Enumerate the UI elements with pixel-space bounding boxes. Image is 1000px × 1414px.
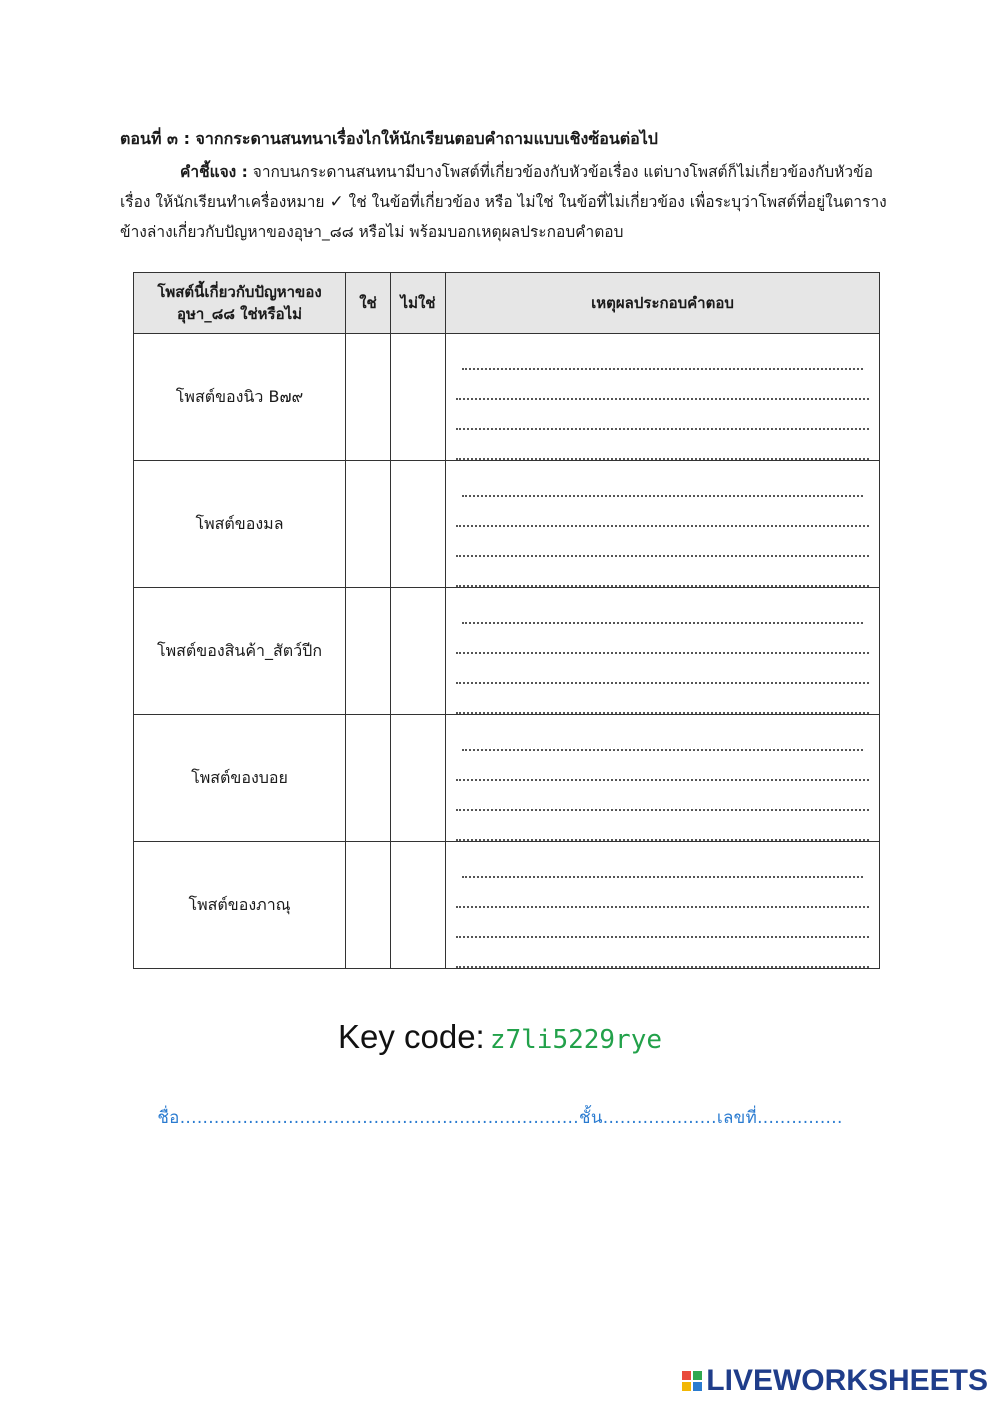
name-field[interactable]: ...................................................................... [179,1108,579,1128]
answer-line[interactable] [456,878,869,908]
header-post [134,273,346,334]
yes-checkbox-cell[interactable] [346,842,391,969]
reason-answer-cell[interactable] [446,461,880,588]
answer-line[interactable] [456,624,869,654]
answer-line[interactable] [462,340,863,370]
table-row [134,842,880,969]
logo-tiles-icon [682,1371,702,1391]
number-field[interactable]: ............... [757,1108,843,1128]
instruction-text-part1: จากบนกระดานสนทนามีบางโพสต์ที่เกี่ยวข้องกับหัวข้อเรื่อง แต่บางโพสต์ก็ไม่เกี่ยวข้องกับหัวข้อเรื่อง ให้นักเรียนทำเครื่องหมาย [120,163,874,211]
yes-checkbox-cell[interactable] [346,715,391,842]
answer-line[interactable] [456,370,869,400]
answer-line[interactable] [462,594,863,624]
class-field[interactable]: .................... [602,1108,717,1128]
header-reason: เหตุผลประกอบคำตอบ [446,273,880,334]
liveworksheets-logo [682,1364,988,1398]
no-checkbox-cell[interactable] [391,715,446,842]
header-no: ไม่ใช่ [391,273,446,334]
section-heading: ตอนที่ ๓ : จากกระดานสนทนาเรื่องไกให้นักเรียนตอบคำถามแบบเชิงซ้อนต่อไป [120,129,658,148]
post-cell: โพสต์ของบอย [134,715,346,842]
table-row [134,715,880,842]
post-cell: โพสต์ของมล [134,461,346,588]
name-label: ชื่อ [157,1108,180,1128]
reason-answer-cell[interactable] [446,842,880,969]
yes-checkbox-cell[interactable] [346,588,391,715]
answer-line[interactable] [462,467,863,497]
answer-line[interactable] [456,497,869,527]
student-info-line [0,1104,1000,1131]
table-row [134,588,880,715]
reason-answer-cell[interactable] [446,334,880,461]
answer-line[interactable] [456,400,869,430]
answer-line[interactable] [456,781,869,811]
key-code [0,1018,1000,1056]
answer-line[interactable] [456,430,869,460]
post-cell: โพสต์ของนิว B๗๙ [134,334,346,461]
answer-line[interactable] [456,751,869,781]
answer-table [133,272,880,969]
answer-line[interactable] [462,721,863,751]
answer-line[interactable] [456,654,869,684]
answer-line[interactable] [462,848,863,878]
header-post-line1: โพสต์นี้เกี่ยวกับปัญหาของ [157,283,322,301]
no-checkbox-cell[interactable] [391,842,446,969]
class-label: ชั้น [578,1108,603,1128]
instruction-text-part2: ใช่ ในข้อที่เกี่ยวข้อง หรือ ไม่ใช่ ในข้อที่ไม่เกี่ยวข้อง เพื่อระบุว่าโพสต์ที่อยู่ในตารางข้างล่างเกี่ยวกับปัญหาของอุษา_๘๘ หรือไม่ พร้อมบอกเหตุผลประกอบคำตอบ [120,193,887,241]
no-checkbox-cell[interactable] [391,588,446,715]
post-cell: โพสต์ของสินค้า_สัตว์ปีก [134,588,346,715]
reason-answer-cell[interactable] [446,715,880,842]
answer-line[interactable] [456,527,869,557]
post-cell: โพสต์ของภาณุ [134,842,346,969]
logo-text: LIVEWORKSHEETS [706,1364,988,1397]
yes-checkbox-cell[interactable] [346,461,391,588]
answer-line[interactable] [456,557,869,587]
yes-checkbox-cell[interactable] [346,334,391,461]
answer-line[interactable] [456,908,869,938]
header-yes: ใช่ [346,273,391,334]
header-post-line2: อุษา_๘๘ ใช่หรือไม่ [176,305,303,323]
table-header-row [134,273,880,334]
answer-line[interactable] [456,684,869,714]
answer-line[interactable] [456,811,869,841]
instruction-label: คำชี้แจง : [180,163,248,181]
instructions [120,157,890,247]
no-checkbox-cell[interactable] [391,334,446,461]
key-code-label: Key code: [337,1018,485,1055]
key-code-value: z7li5229rye [489,1025,663,1055]
check-mark-icon: ✓ [329,192,344,212]
answer-line[interactable] [456,938,869,968]
table-row [134,461,880,588]
reason-answer-cell[interactable] [446,588,880,715]
number-label: เลขที่ [716,1108,758,1128]
table-row [134,334,880,461]
no-checkbox-cell[interactable] [391,461,446,588]
